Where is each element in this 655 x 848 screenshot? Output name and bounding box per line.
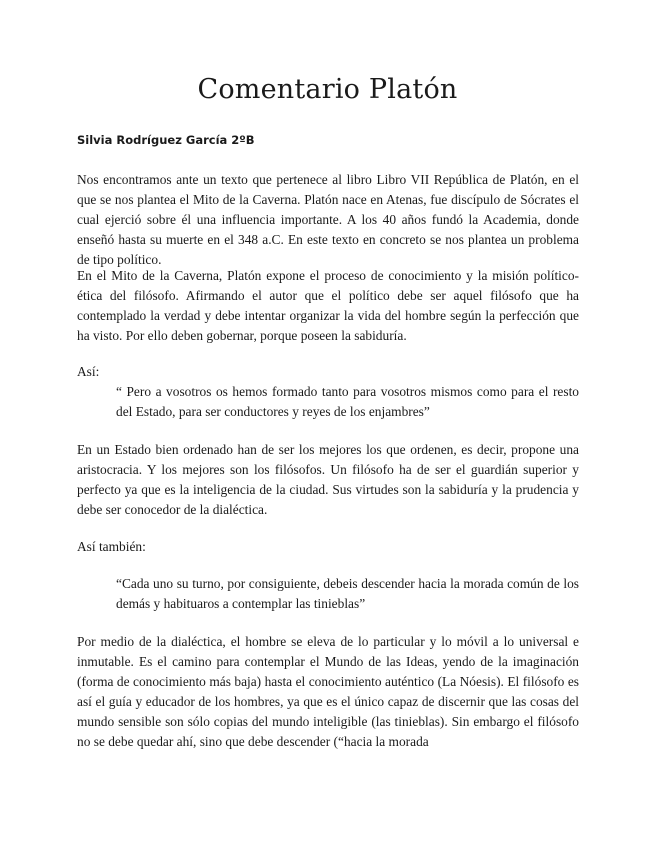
paragraph-estado: En un Estado bien ordenado han de ser los mejores los que ordenen, es decir, propone una aristocracia. Y los mejores son los filósofos. Un filósofo ha de ser el guardián superior y perfecto ya que es la inteligencia de la ciudad. Sus virtudes son la sabiduría y la prudencia y debe ser conocedor de la dialéctica. [77,442,579,518]
paragraph-intro: Nos encontramos ante un texto que pertenece al libro Libro VII República de Platón, en el que se nos plantea el Mito de la Caverna. Platón nace en Atenas, fue discípulo de Sócrates el cual ejerció sobre él una influencia importante. A los 40 años fundó la Academia, donde enseñó hasta su muerte en el 348 a.C. En este texto en concreto se nos plantea un problema de tipo político. [77,172,579,268]
block-quote-1: “ Pero a vosotros os hemos formado tanto para vosotros mismos como para el resto del Estado, para ser conductores y reyes de los enjambres” [116,384,579,420]
document-title: Comentario Platón [197,74,458,105]
author-line: Silvia Rodríguez García 2ºB [77,133,255,147]
block-quote-2: “Cada uno su turno, por consiguiente, debeis descender hacia la morada común de los demás y habituaros a contemplar las tinieblas” [116,576,579,612]
lead-in-asi: Así: [77,364,100,379]
lead-in-asi-tambien: Así también: [77,539,146,554]
paragraph-mito-caverna: En el Mito de la Caverna, Platón expone el proceso de conocimiento y la misión político-ética del filósofo. Afirmando el autor que el político debe ser aquel filósofo que ha contemplado la verdad y debe intentar organizar la vida del hombre según la perfección que ha visto. Por ello deben gobernar, porque poseen la sabiduría. [77,268,579,344]
paragraph-dialectica: Por medio de la dialéctica, el hombre se eleva de lo particular y lo móvil a lo universal e inmutable. Es el camino para contemplar el Mundo de las Ideas, yendo de la imaginación (forma de conocimiento más baja) hasta el conocimiento auténtico (La Nóesis). El filósofo es así el guía y educador de los hombres, ya que es el único capaz de discernir que las cosas del mundo sensible son sólo copias del mundo inteligible (las tinieblas). Sin embargo el filósofo no se debe quedar ahí, sino que debe descender (“hacia la morada [77,634,579,750]
